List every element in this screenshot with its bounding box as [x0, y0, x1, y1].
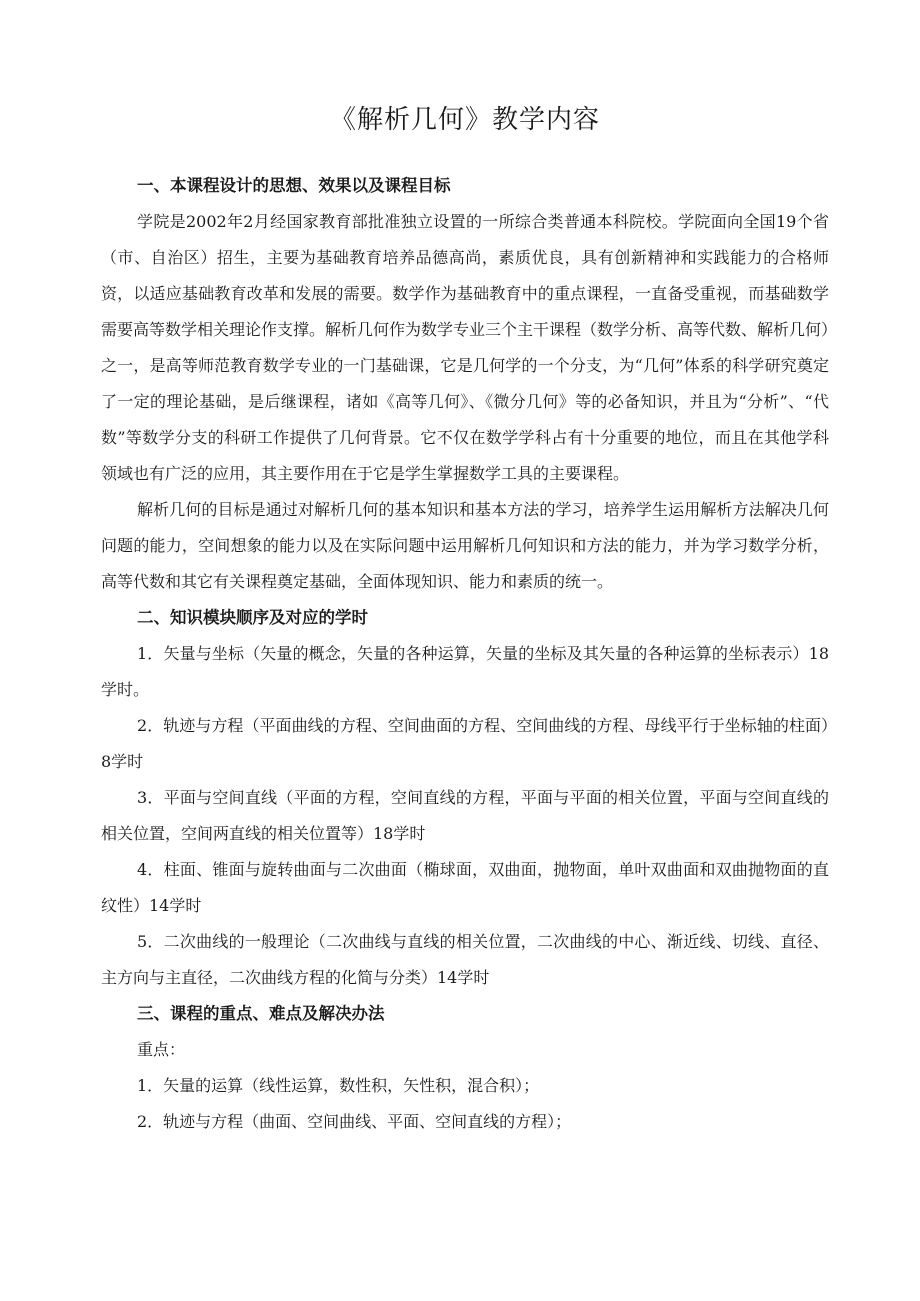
section-knowledge-modules [101, 600, 829, 996]
list-item: 4．柱面、锥面与旋转曲面与二次曲面（椭球面，双曲面，抛物面，单叶双曲面和双曲抛物面的直纹性）14学时 [101, 860, 829, 915]
section-heading: 一、本课程设计的思想、效果以及课程目标 [137, 176, 451, 195]
section-key-points [101, 996, 829, 1140]
list-item: 3．平面与空间直线（平面的方程，空间直线的方程，平面与平面的相关位置，平面与空间直线的相关位置，空间两直线的相关位置等）18学时 [101, 788, 829, 843]
list-item: 1．矢量与坐标（矢量的概念，矢量的各种运算，矢量的坐标及其矢量的各种运算的坐标表示）18学时。 [101, 644, 829, 699]
list-item: 5．二次曲线的一般理论（二次曲线与直线的相关位置，二次曲线的中心、渐近线、切线、直径、主方向与主直径，二次曲线方程的化简与分类）14学时 [101, 932, 829, 987]
section-heading: 三、课程的重点、难点及解决办法 [137, 1004, 385, 1023]
section-heading: 二、知识模块顺序及对应的学时 [137, 608, 368, 627]
key-points-label: 重点： [137, 1040, 186, 1059]
paragraph: 解析几何的目标是通过对解析几何的基本知识和基本方法的学习，培养学生运用解析方法解决几何问题的能力，空间想象的能力以及在实际问题中运用解析几何知识和方法的能力，并为学习数学分析，高等代数和其它有关课程奠定基础，全面体现知识、能力和素质的统一。 [101, 500, 829, 591]
paragraph: 学院是2002年2月经国家教育部批准独立设置的一所综合类普通本科院校。学院面向全国19个省（市、自治区）招生，主要为基础教育培养品德高尚，素质优良，具有创新精神和实践能力的合格师资，以适应基础教育改革和发展的需要。数学作为基础教育中的重点课程，一直备受重视，而基础数学需要高等数学相关理论作支撑。解析几何作为数学专业三个主干课程（数学分析、高等代数、解析几何）之一，是高等师范教育数学专业的一门基础课，它是几何学的一个分支，为“几何”体系的科学研究奠定了一定的理论基础，是后继课程，诸如《高等几何》、《微分几何》等的必备知识，并且为“分析”、“代数”等数学分支的科研工作提供了几何背景。它不仅在数学学科占有十分重要的地位，而且在其他学科领域也有广泛的应用，其主要作用在于它是学生掌握数学工具的主要课程。 [101, 212, 830, 483]
section-course-design [101, 168, 829, 600]
list-item: 2．轨迹与方程（平面曲线的方程、空间曲面的方程、空间曲线的方程、母线平行于坐标轴的柱面）8学时 [101, 716, 829, 771]
list-item: 1．矢量的运算（线性运算，数性积，矢性积，混合积）； [137, 1076, 540, 1095]
document-page [101, 96, 829, 1140]
list-item: 2．轨迹与方程（曲面、空间曲线、平面、空间直线的方程）； [137, 1112, 572, 1131]
document-title: 《解析几何》教学内容 [329, 105, 600, 135]
